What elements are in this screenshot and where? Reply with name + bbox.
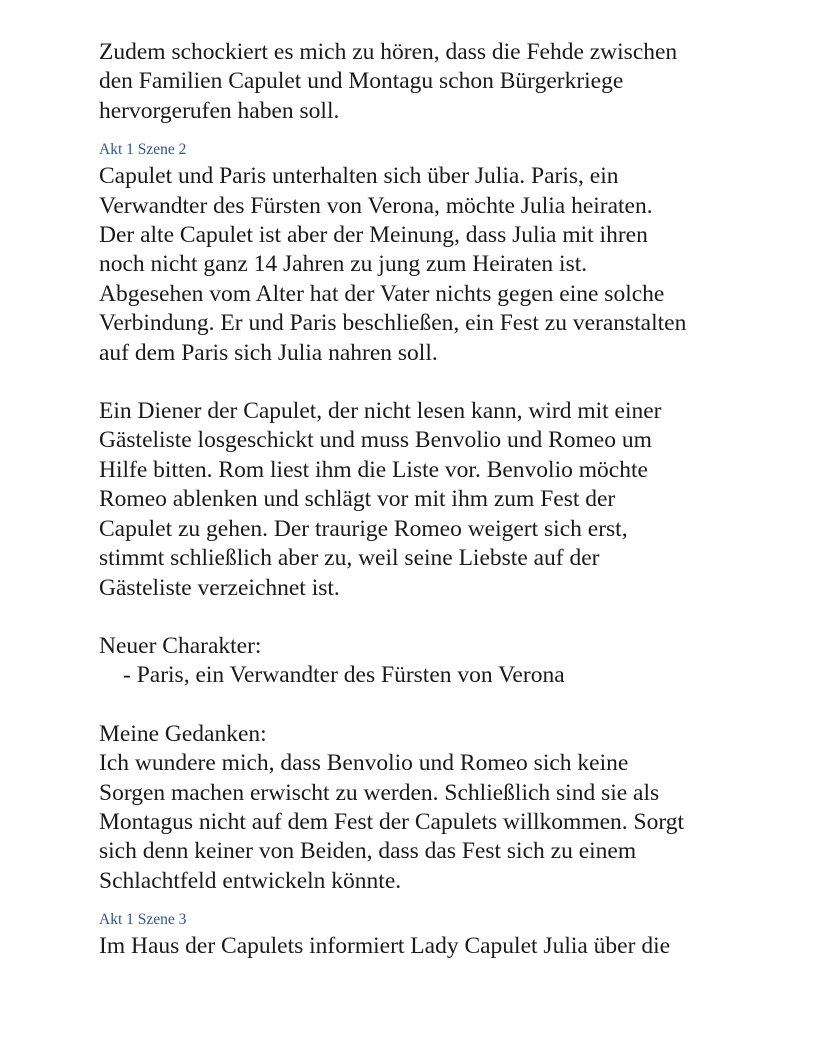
paragraph-spacer <box>99 603 799 632</box>
thoughts-label: Meine Gedanken: <box>99 720 267 747</box>
character-list-item: - Paris, ein Verwandter des Fürsten von Verona <box>123 662 565 689</box>
document-page <box>99 38 799 962</box>
paragraph-capulet-paris: Capulet und Paris unterhalten sich über Julia. Paris, ein Verwandter des Fürsten von Verona, möchte Julia heiraten. Der alte Capulet ist aber der Meinung, dass Julia mit ihren noch nicht ganz 14 Jahren zu jung zum Heiraten ist. Abgesehen vom Alter hat der Vater nichts gegen eine solche Verbindung. Er und Paris beschließen, ein Fest zu veranstalten auf dem Paris sich Julia nahren soll. <box>99 163 687 366</box>
scene-heading-act1-scene3: Akt 1 Szene 3 <box>99 911 187 929</box>
paragraph-thoughts: Ich wundere mich, dass Benvolio und Romeo sich keine Sorgen machen erwischt zu werden. Schließlich sind sie als Montagus nicht auf dem Fest der Capulets willkommen. Sorgt sich denn keiner von Beiden, dass das Fest sich zu einem Schlachtfeld entwickeln könnte. <box>99 750 685 894</box>
paragraph-servant-guestlist: Ein Diener der Capulet, der nicht lesen kann, wird mit einer Gästeliste losgeschickt und muss Benvolio und Romeo um Hilfe bitten. Rom liest ihm die Liste vor. Benvolio möchte Romeo ablenken und schlägt vor mit ihm zum Fest der Capulet zu gehen. Der traurige Romeo weigert sich erst, stimmt schließlich aber zu, weil seine Liebste auf der Gästeliste verzeichnet ist. <box>99 398 662 601</box>
new-character-label: Neuer Charakter: <box>99 632 262 659</box>
paragraph-feud-reflection: Zudem schockiert es mich zu hören, dass die Fehde zwischen den Familien Capulet und Montagu schon Bürgerkriege hervorgerufen haben soll. <box>99 39 678 124</box>
paragraph-spacer <box>99 691 799 720</box>
paragraph-lady-capulet: Im Haus der Capulets informiert Lady Capulet Julia über die <box>99 933 671 960</box>
paragraph-spacer <box>99 368 799 397</box>
scene-heading-act1-scene2: Akt 1 Szene 2 <box>99 141 187 159</box>
